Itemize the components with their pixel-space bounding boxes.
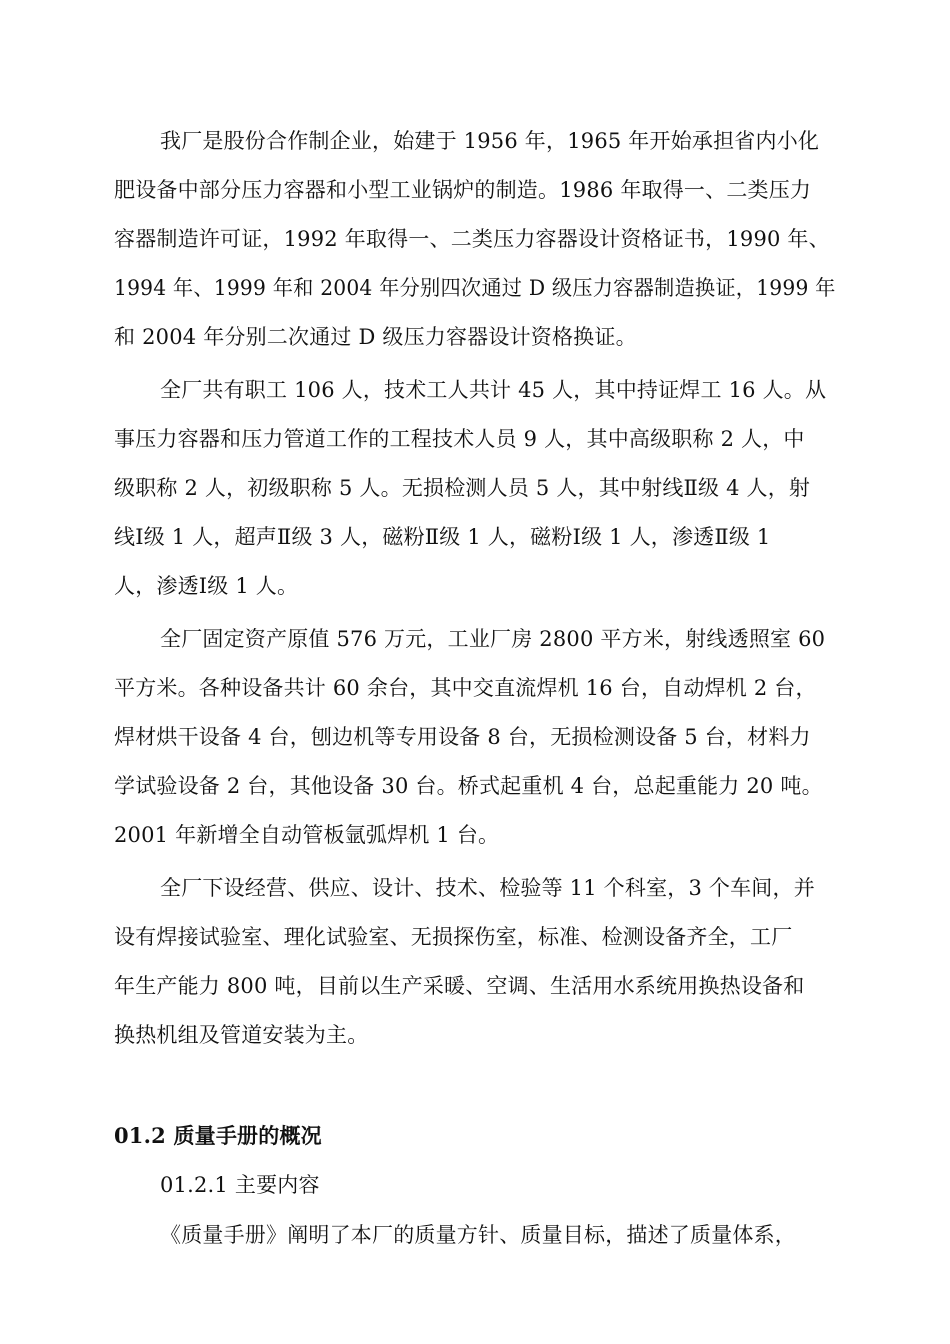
paragraph-2-line-4: 线Ⅰ级 1 人，超声Ⅱ级 3 人，磁粉Ⅱ级 1 人，磁粉Ⅰ级 1 人，渗透Ⅱ级 1 [114, 525, 771, 549]
paragraph-3-line-5: 2001 年新增全自动管板氩弧焊机 1 台。 [114, 823, 500, 847]
paragraph-3-line-2: 平方米。各种设备共计 60 余台，其中交直流焊机 16 台，自动焊机 2 台， [114, 676, 817, 700]
paragraph-4-line-4: 换热机组及管道安装为主。 [114, 1023, 369, 1047]
section-heading: 01.2 质量手册的概况 [114, 1123, 322, 1148]
paragraph-2-line-2: 事压力容器和压力管道工作的工程技术人员 9 人，其中高级职称 2 人，中 [114, 427, 805, 451]
paragraph-1-line-1: 我厂是股份合作制企业，始建于 1956 年，1965 年开始承担省内小化 [160, 129, 820, 153]
paragraph-3-line-1: 全厂固定资产原值 576 万元，工业厂房 2800 平方米，射线透照室 60 [160, 627, 826, 651]
paragraph-1-line-4: 1994 年、1999 年和 2004 年分别四次通过 D 级压力容器制造换证，1999 年 [114, 276, 836, 300]
paragraph-1-line-2: 肥设备中部分压力容器和小型工业锅炉的制造。1986 年取得一、二类压力 [114, 178, 812, 202]
paragraph-4-line-3: 年生产能力 800 吨，目前以生产采暖、空调、生活用水系统用换热设备和 [114, 974, 805, 998]
paragraph-2-line-5: 人，渗透Ⅰ级 1 人。 [114, 574, 299, 598]
paragraph-4-line-2: 设有焊接试验室、理化试验室、无损探伤室，标准、检测设备齐全，工厂 [114, 925, 793, 949]
paragraph-1-line-3: 容器制造许可证，1992 年取得一、二类压力容器设计资格证书，1990 年、 [114, 227, 830, 251]
section-subheading: 01.2.1 主要内容 [160, 1173, 320, 1197]
paragraph-2-line-1: 全厂共有职工 106 人，技术工人共计 45 人，其中持证焊工 16 人。从 [160, 378, 827, 402]
paragraph-3-line-4: 学试验设备 2 台，其他设备 30 台。桥式起重机 4 台，总起重能力 20 吨。 [114, 774, 823, 798]
paragraph-2-line-3: 级职称 2 人，初级职称 5 人。无损检测人员 5 人，其中射线Ⅱ级 4 人，射 [114, 476, 811, 500]
paragraph-1-line-5: 和 2004 年分别二次通过 D 级压力容器设计资格换证。 [114, 325, 637, 349]
paragraph-4-line-1: 全厂下设经营、供应、设计、技术、检验等 11 个科室，3 个车间，并 [160, 876, 815, 900]
section-text-line-1: 《质量手册》阐明了本厂的质量方针、质量目标，描述了质量体系， [160, 1223, 796, 1247]
paragraph-3-line-3: 焊材烘干设备 4 台，刨边机等专用设备 8 台，无损检测设备 5 台，材料力 [114, 725, 811, 749]
